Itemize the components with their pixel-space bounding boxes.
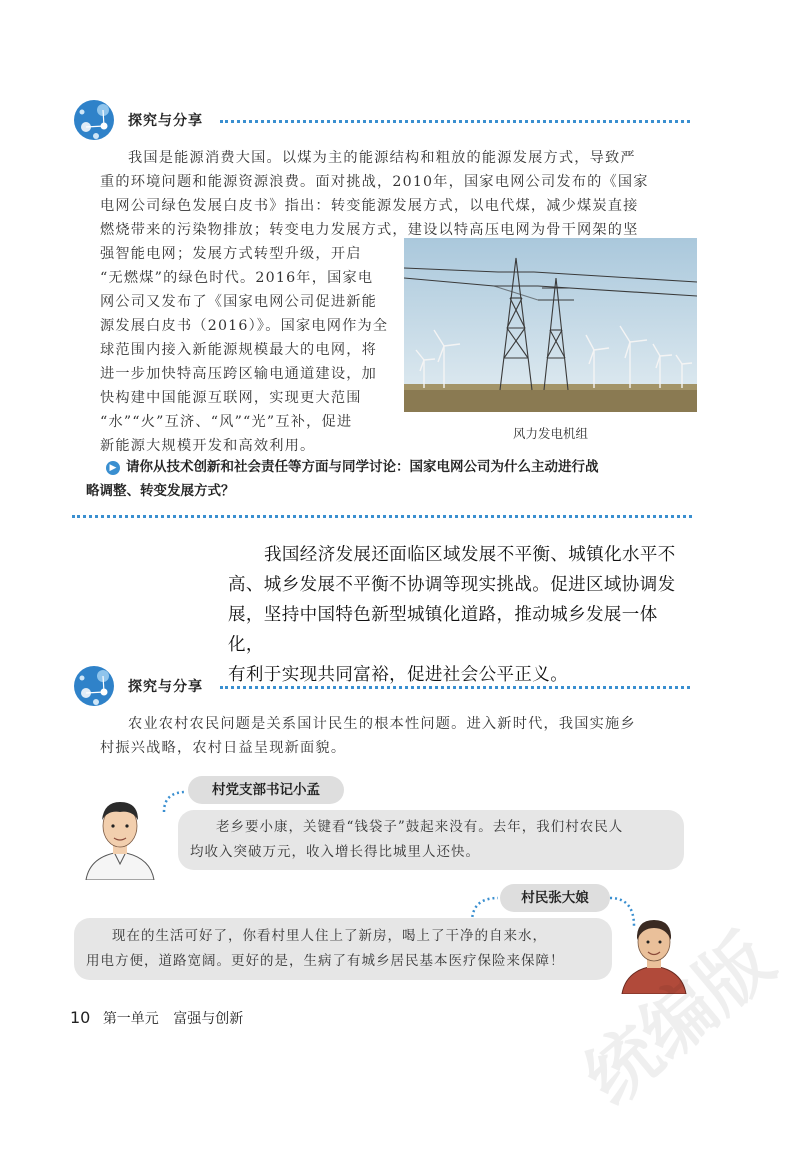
- speech-line: 用电方便，道路宽阔。更好的是，生病了有城乡居民基本医疗保险来保障！: [86, 953, 565, 969]
- paragraph-line: 我国是能源消费大国。以煤为主的能源结构和粗放的能源发展方式，导致严: [128, 150, 636, 166]
- paragraph-line: 重的环境问题和能源资源浪费。面对挑战，2010年，国家电网公司发布的《国家: [100, 174, 649, 190]
- body-line: 高、城乡发展不平衡不协调等现实挑战。促进区域协调发: [228, 575, 676, 595]
- page-number: 10: [70, 1008, 91, 1027]
- question-text: 请你从技术创新和社会责任等方面与同学讨论：国家电网公司为什么主动进行战: [126, 459, 599, 475]
- paragraph-line: 新能源大规模开发和高效利用。: [100, 438, 316, 454]
- paragraph-line: 进一步加快特高压跨区输电通道建设，加: [100, 366, 377, 382]
- wind-farm-photo: [404, 238, 697, 412]
- speech-line: 均收入突破万元，收入增长得比城里人还快。: [190, 844, 480, 860]
- paragraph-line: 源发展白皮书（2016）》。国家电网作为全: [100, 318, 389, 334]
- discussion-question: [86, 455, 706, 503]
- paragraph-line: 电网公司绿色发展白皮书》指出：转变能源发展方式，以电代煤，减少煤炭直接: [100, 198, 639, 214]
- paragraph-line: “无燃煤”的绿色时代。2016年，国家电: [100, 270, 374, 286]
- dotted-divider: [220, 686, 690, 689]
- explore-share-logo-icon: [70, 96, 122, 146]
- paragraph-line: 球范围内接入新能源规模最大的电网，将: [100, 342, 377, 358]
- paragraph-line: 燃烧带来的污染物排放；转变电力发展方式，建设以特高压电网为骨干网架的坚: [100, 222, 639, 238]
- watermark-text: 统编版: [569, 917, 789, 1121]
- unit-label: 第一单元: [102, 1011, 159, 1027]
- section2-intro: [100, 712, 698, 760]
- speaker-label-villager: 村民张大娘: [500, 884, 610, 912]
- paragraph-line: “水”“火”互济、“风”“光”互补，促进: [100, 414, 353, 430]
- intro-line: 村振兴战略，农村日益呈现新面貌。: [100, 740, 347, 756]
- section-end-divider: [72, 515, 692, 518]
- section-title: 探究与分享: [128, 113, 203, 129]
- village-secretary-avatar: [80, 790, 160, 880]
- photo-caption: 风力发电机组: [512, 426, 588, 441]
- speech-line: 老乡要小康，关键看“钱袋子”鼓起来没有。去年，我们村农民人: [216, 819, 624, 835]
- section-header-explore-share-2: [70, 662, 690, 712]
- paragraph-line: 快构建中国能源互联网，实现更大范围: [100, 390, 362, 406]
- speech-line: 现在的生活可好了，你看村里人住上了新房，喝上了干净的自来水，: [112, 928, 547, 944]
- speech-text-villager: [86, 924, 610, 974]
- paragraph-line: 网公司又发布了《国家电网公司促进新能: [100, 294, 377, 310]
- section-header-explore-share-1: [70, 96, 690, 146]
- dotted-divider: [220, 120, 690, 123]
- body-line: 展，坚持中国特色新型城镇化道路，推动城乡发展一体化，: [228, 605, 658, 655]
- speaker-label-secretary: 村党支部书记小孟: [188, 776, 344, 804]
- unit-title: 富强与创新: [173, 1011, 244, 1027]
- question-text-cont: 略调整、转变发展方式？: [86, 483, 235, 499]
- section-title: 探究与分享: [128, 679, 203, 695]
- intro-line: 农业农村农民问题是关系国计民生的根本性问题。进入新时代，我国实施乡: [128, 716, 636, 732]
- body-line: 有利于实现共同富裕，促进社会公平正义。: [228, 665, 569, 685]
- play-arrow-icon: ▶: [106, 461, 120, 475]
- explore-share-logo-icon: [70, 662, 122, 712]
- paragraph-line: 强智能电网；发展方式转型升级，开启: [100, 246, 362, 262]
- speech-text-secretary: [190, 815, 680, 865]
- body-line: 我国经济发展还面临区域发展不平衡、城镇化水平不: [264, 545, 676, 565]
- page-footer: [70, 1008, 243, 1028]
- speech-connector-dots: [160, 788, 190, 814]
